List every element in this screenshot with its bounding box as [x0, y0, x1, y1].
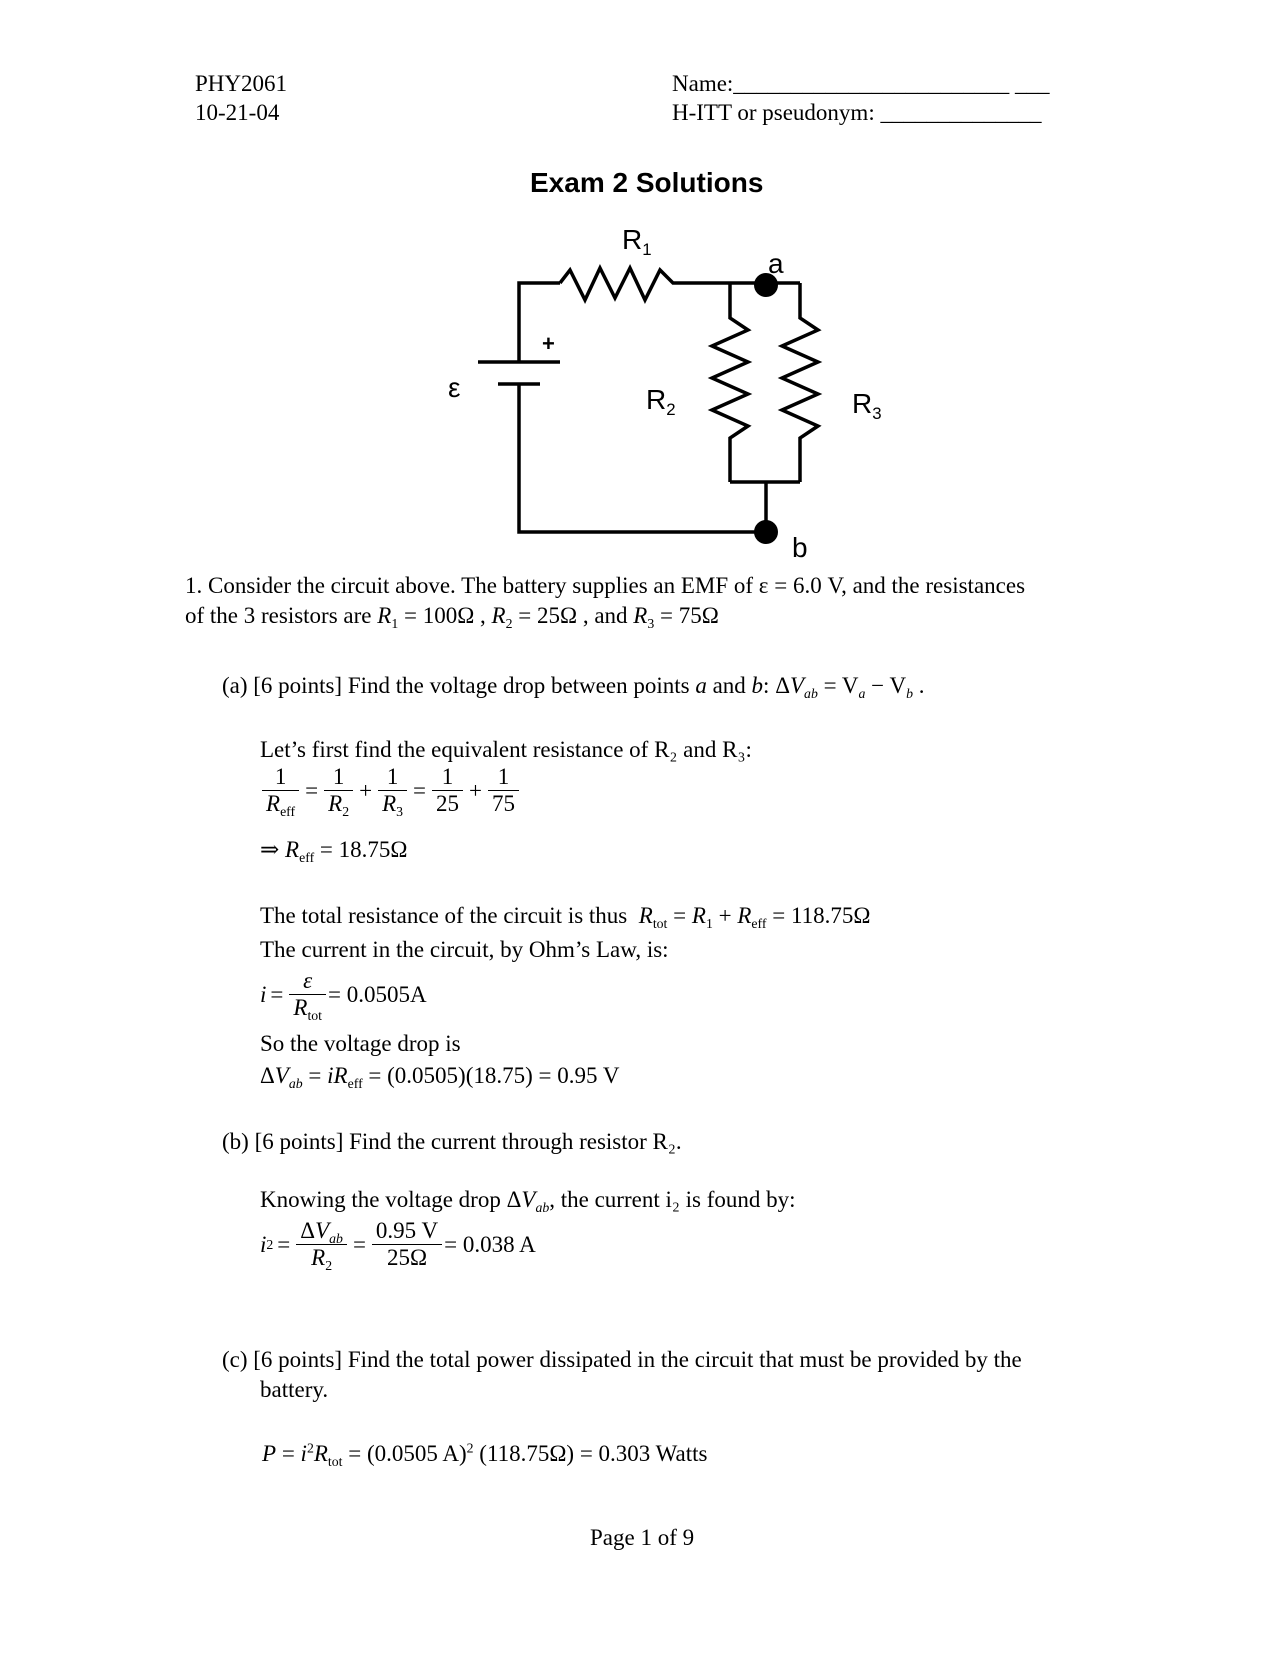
frac-1-reff: $\frac{1}{R_{eff}}$	[262, 764, 299, 818]
frac-dvab-r2: $\frac{\Delta V_{ab}}{R_2}$	[296, 1218, 347, 1272]
battery-plus-sign: +	[542, 331, 555, 356]
circuit-diagram	[0, 0, 1280, 560]
emf-label: ε	[448, 372, 461, 403]
current-equation: i = $\frac{\varepsilon}{R_{tot}}$ = 0.0505A	[260, 968, 427, 1024]
frac-1-r2: $\frac{1}{R_2}$	[324, 764, 353, 818]
page-title: Exam 2 Solutions	[530, 167, 764, 198]
exam-date: 10-21-04	[195, 100, 280, 125]
resistor-r1-zigzag	[560, 268, 690, 300]
frac-095-25: $\frac{0.95 V}{25\Omega}$	[372, 1218, 442, 1272]
part-b-question: (b) [6 points] Find the current through resistor R₂.	[222, 1129, 682, 1154]
problem-statement-line2: of the 3 resistors are $R_1 = 100\Omega$ , $R_2 = 25\Omega$ , and $R_3 = 75\Omega$	[185, 603, 719, 631]
name-field-label: Name:________________________ ___	[672, 71, 1050, 96]
node-a-label: a	[768, 248, 784, 279]
voltage-drop-equation: $\Delta V_{ab} = iR_{eff} = (0.0505)(18.75) = 0.95$ V	[260, 1063, 620, 1091]
ohms-law-line: The current in the circuit, by Ohm’s Law, is:	[260, 937, 669, 962]
frac-emf-rtot: $\frac{\varepsilon}{R_{tot}}$	[289, 968, 326, 1022]
part-c-question-line1: (c) [6 points] Find the total power dissipated in the circuit that must be provided by the	[222, 1347, 1022, 1372]
part-a-question: (a) [6 points] Find the voltage drop between points a and b: $\Delta V_{ab} = V_a - V_b$ .	[222, 673, 925, 701]
resistor-r3-zigzag	[782, 283, 818, 482]
r2-label: $R_2$	[646, 384, 676, 419]
frac-1-75: $\frac{1}{75}$	[488, 764, 519, 818]
reff-equation: $\frac{1}{R_{eff}}$ = $\frac{1}{R_2}$ + $\frac{1}{R_3}$ = $\frac{1}{25}$ + $\frac{1}{75}$	[260, 764, 521, 818]
problem-statement-line1: 1. Consider the circuit above. The battery supplies an EMF of ε = 6.0 V, and the resistances	[185, 573, 1026, 598]
frac-1-r3: $\frac{1}{R_3}$	[378, 764, 407, 818]
r1-label: $R_1$	[622, 224, 652, 259]
total-resistance-line: The total resistance of the circuit is thus $R_{tot} = R_1 + R_{eff} = 118.75\Omega$	[260, 903, 871, 931]
hitt-field-label: H-ITT or pseudonym: ______________	[672, 100, 1042, 125]
resistor-r2-zigzag	[712, 283, 748, 482]
r3-label: $R_3$	[852, 388, 882, 423]
node-b-label: b	[792, 532, 808, 563]
reff-result: ⇒ $R_{eff} = 18.75\Omega$	[260, 837, 408, 865]
power-equation: $P = i^2R_{tot} = (0.0505$ A)$^2$ (118.75Ω) = 0.303 Watts	[262, 1440, 708, 1469]
voltage-drop-text: So the voltage drop is	[260, 1031, 461, 1056]
part-c-question-line2: battery.	[260, 1377, 329, 1402]
page-number: Page 1 of 9	[590, 1525, 695, 1550]
frac-1-25: $\frac{1}{25}$	[432, 764, 463, 818]
node-b-dot	[754, 520, 778, 544]
current-i2-equation: i 2 = $\frac{\Delta V_{ab}}{R_2}$ = $\frac{0.95 V}{25\Omega}$ = 0.038 A	[260, 1218, 536, 1274]
part-b-intro: Knowing the voltage drop $\Delta V_{ab}$, the current i₂ is found by:	[260, 1187, 796, 1215]
part-a-intro: Let’s first find the equivalent resistance of R₂ and R₃:	[260, 737, 752, 762]
course-code: PHY2061	[195, 71, 288, 96]
